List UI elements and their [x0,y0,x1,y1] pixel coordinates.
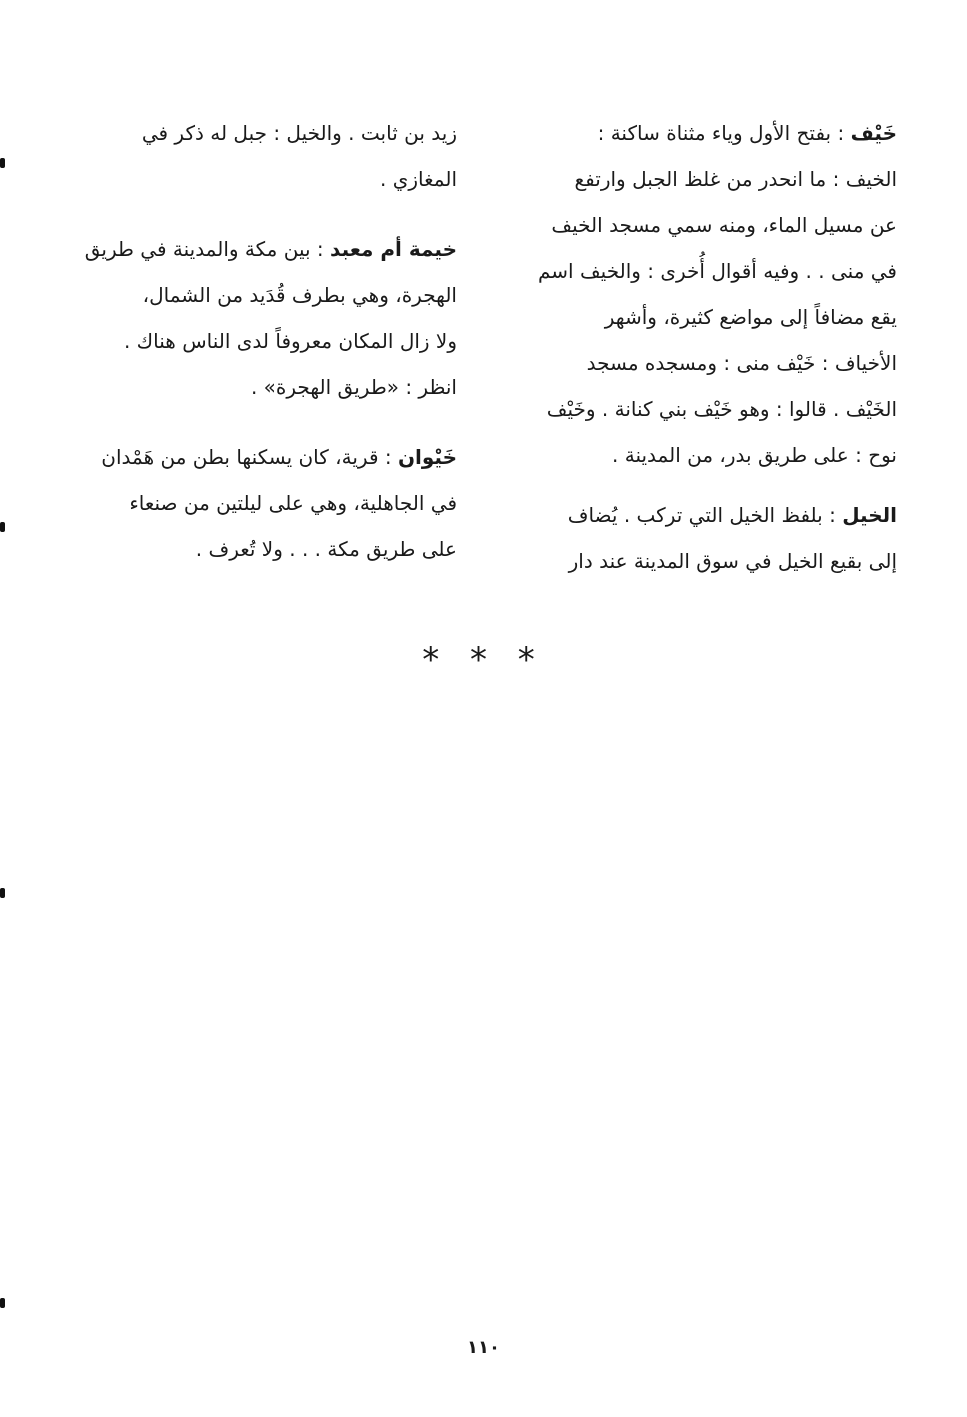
entry-text-line: يقع مضافاً إلى مواضع كثيرة، وأشهر [604,305,897,329]
entry-text-line: انظر : «طريق الهجرة» . [250,375,457,399]
scan-margin-mark [0,158,5,168]
entry-continuation [57,110,457,202]
left-column [57,110,457,572]
entry-text: : بين مكة والمدينة في طريق [84,237,324,261]
entry-headword: خَيْوان [397,445,457,469]
entry-first-line [57,434,457,480]
scan-margin-mark [0,1298,5,1308]
section-separator: * * * [422,640,545,680]
entry-text-line: عن مسيل الماء، ومنه سمي مسجد الخيف [551,213,897,237]
entry-text-line: نوح : على طريق بدر، من المدينة . [612,443,897,467]
entry-text-line: ولا زال المكان معروفاً لدى الناس هناك . [123,329,457,353]
entry-text-line: على طريق مكة . . . ولا تُعرف . [195,537,457,561]
entry-khaywan [57,434,457,572]
entry-headword: خَيْف [850,121,897,145]
entry-text-line: في منى . . وفيه أقوال أُخرى : والخيف اسم [537,259,897,283]
entry-text-line: المغازي . [380,167,457,191]
entry-text-line: الخيف : ما انحدر من غلظ الجبل وارتفع [574,167,897,191]
page-number: ١١٠ [467,1337,500,1358]
scan-margin-mark [0,522,5,532]
entry-text: : قرية، كان يسكنها بطن من هَمْدان [101,445,392,469]
entry-khaymat-umm-mabad [57,226,457,410]
entry-first-line [57,226,457,272]
entry-headword: خيمة أم معبد [330,237,457,261]
right-column [497,110,897,584]
entry-text: : بلفظ الخيل التي تركب . يُضاف [567,503,836,527]
entry-first-line [497,492,897,538]
entry-text-line: الأخياف : خَيْف منى : ومسجده مسجد [586,351,897,375]
entry-text-line: الخَيْف . قالوا : وهو خَيْف بني كنانة . وخَيْف [546,397,897,421]
entry-khayf [497,110,897,478]
entry-text-line: إلى بقيع الخيل في سوق المدينة عند دار [568,549,897,573]
entry-al-khayl [497,492,897,584]
scan-margin-mark [0,888,5,898]
entry-text-line: الهجرة، وهي بطرف قُدَيد من الشمال، [142,283,457,307]
entry-text-line: زيد بن ثابت . والخيل : جبل له ذكر في [141,121,457,145]
entry-text: : بفتح الأول وياء مثناة ساكنة : [597,121,845,145]
entry-text-line: في الجاهلية، وهي على ليلتين من صنعاء [129,491,457,515]
entry-first-line [497,110,897,156]
entry-headword: الخيل [842,503,897,527]
